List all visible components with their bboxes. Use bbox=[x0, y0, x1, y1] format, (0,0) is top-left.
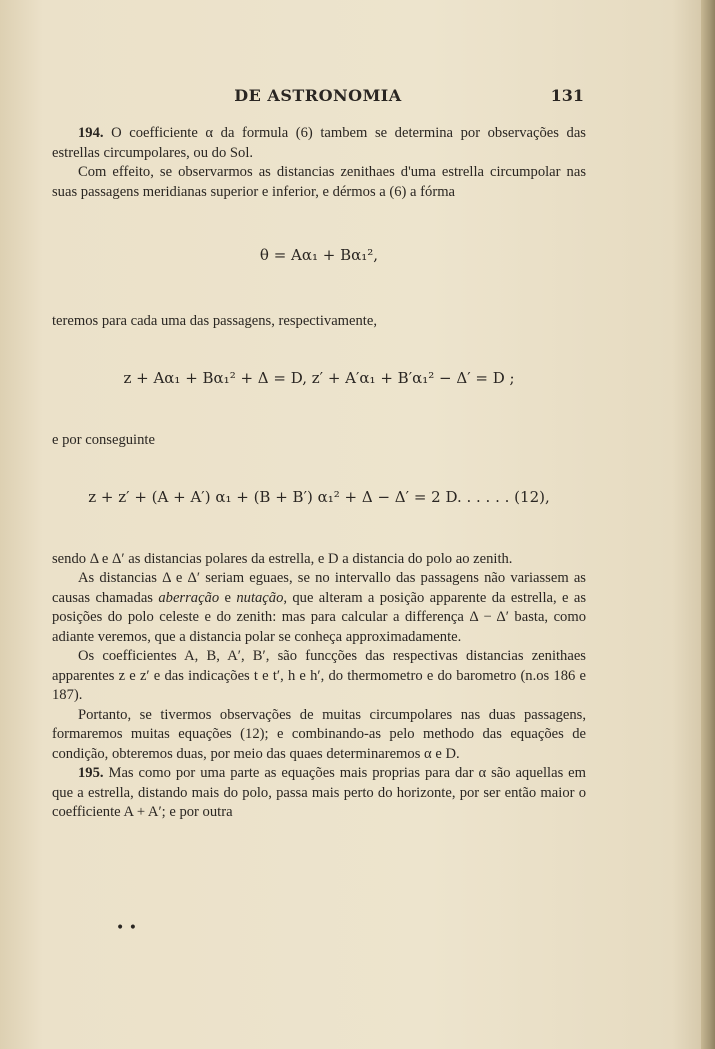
running-head: DE ASTRONOMIA bbox=[234, 86, 402, 105]
paragraph-portanto: Portanto, se tivermos observações de muitas circumpolares nas duas passagens, formaremos muitas equações (12); e combinando-as pelo methodo das equações de condição, obteremos duas, por meio das quaes determinaremos α e D. bbox=[52, 706, 586, 762]
paragraph-os-coefficientes: Os coefficientes A, B, A′, B′, são funcções das respectivas distancias zenithaes apparentes z e z′ e das indicações t e t′, h e h′, do thermometro e do barometro (n.os 186 e 187). bbox=[52, 648, 586, 703]
paragraph-as-distancias bbox=[52, 569, 586, 647]
formula-12: z + z′ + (A + A′) α₁ + (B + B′) α₁² + Δ − Δ′ = 2 D. . . . . . (12), bbox=[88, 488, 550, 506]
paragraph-com-effeito: Com effeito, se observarmos as distancias zenithaes d'uma estrella circumpolar nas suas passagens meridianas superior e inferior, e dérmos a (6) a fórma bbox=[52, 164, 586, 200]
term-aberracao: aberração bbox=[158, 589, 220, 606]
paragraph-por-conseguinte: e por conseguinte bbox=[52, 431, 155, 448]
paragraph-195-text: Mas como por uma parte as equações mais proprias para dar α são aquellas em que a estrella, distando mais do polo, passa mais perto do horizonte, por ser então maior o coefficiente A + A′; e por outra bbox=[52, 765, 587, 820]
formula-passages: z + Aα₁ + Bα₁² + Δ = D, z′ + A′α₁ + B′α₁² − Δ′ = D ; bbox=[123, 369, 515, 387]
paragraph-as-distancias-c: , que alteram a posição apparente da estrella, e as posições do polo celeste e do zenith: mas para calcular a differença Δ − Δ′ basta, como adiante veremos, que a distancia polar se conheça approximadamente. bbox=[52, 589, 586, 645]
body-text bbox=[52, 124, 586, 823]
paragraph-194 bbox=[52, 124, 586, 163]
formula-theta: θ = Aα₁ + Bα₁², bbox=[259, 246, 379, 264]
term-nutacao: nutação bbox=[236, 589, 284, 606]
paragraph-sendo: sendo Δ e Δ′ as distancias polares da estrella, e D a distancia do polo ao zenith. bbox=[52, 550, 513, 567]
section-number-194: 194. bbox=[78, 125, 104, 141]
page-header bbox=[52, 86, 584, 112]
paragraph-teremos: teremos para cada uma das passagens, respectivamente, bbox=[52, 312, 377, 329]
paragraph-194-text: O coefficiente α da formula (6) tambem se determina por observações das estrellas circumpolares, ou do Sol. bbox=[52, 125, 586, 161]
signature-marks: • • bbox=[116, 920, 137, 936]
paragraph-195 bbox=[52, 764, 586, 823]
section-number-195: 195. bbox=[78, 765, 104, 781]
page-number: 131 bbox=[550, 86, 584, 105]
paragraph-as-distancias-a: As distancias Δ e Δ′ seriam eguaes, se no intervallo das passagens não variassem as causas chamadas bbox=[52, 570, 586, 606]
page-edge bbox=[701, 0, 715, 1049]
paragraph-as-distancias-b: e bbox=[219, 589, 237, 606]
